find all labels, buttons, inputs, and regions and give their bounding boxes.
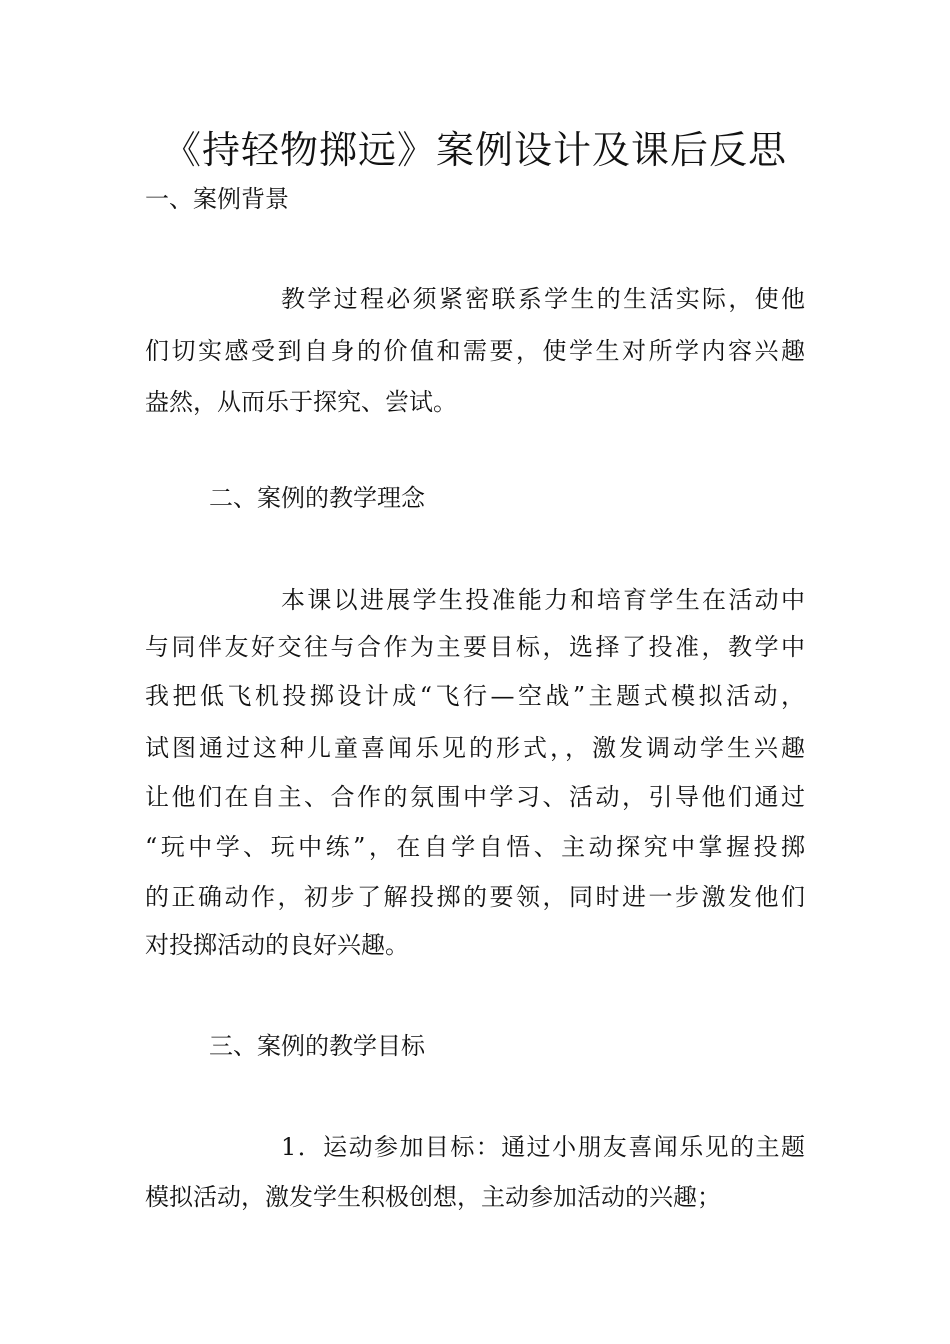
paragraph-line: 与同伴友好交往与合作为主要目标，选择了投准，教学中 [145,633,805,661]
paragraph-line: 们切实感受到自身的价值和需要，使学生对所学内容兴趣 [145,337,805,365]
paragraph-line: 盎然，从而乐于探究、尝试。 [145,388,457,416]
section-heading: 一、案例背景 [145,185,289,213]
document-title: 《持轻物掷远》案例设计及课后反思 [162,128,787,172]
paragraph-line: 模拟活动，激发学生积极创想，主动参加活动的兴趣； [145,1183,721,1211]
paragraph-line: 对投掷活动的良好兴趣。 [145,931,409,959]
paragraph-line: 教学过程必须紧密联系学生的生活实际，使他 [281,285,805,313]
paragraph-line: “玩中学、玩中练”，在自学自悟、主动探究中掌握投掷 [145,833,805,861]
paragraph-line: 让他们在自主、合作的氛围中学习、活动，引导他们通过 [145,783,805,811]
paragraph-line: 的正确动作，初步了解投掷的要领，同时进一步激发他们 [145,883,805,911]
paragraph-line: 我把低飞机投掷设计成“飞行—空战”主题式模拟活动， [145,682,805,710]
paragraph-line: 1．运动参加目标：通过小朋友喜闻乐见的主题 [281,1133,805,1161]
section-heading: 二、案例的教学理念 [209,484,425,512]
paragraph-line: 试图通过这种儿童喜闻乐见的形式，，激发调动学生兴趣 [145,734,805,762]
paragraph-line: 本课以进展学生投准能力和培育学生在活动中 [281,586,805,614]
section-heading: 三、案例的教学目标 [209,1032,425,1060]
